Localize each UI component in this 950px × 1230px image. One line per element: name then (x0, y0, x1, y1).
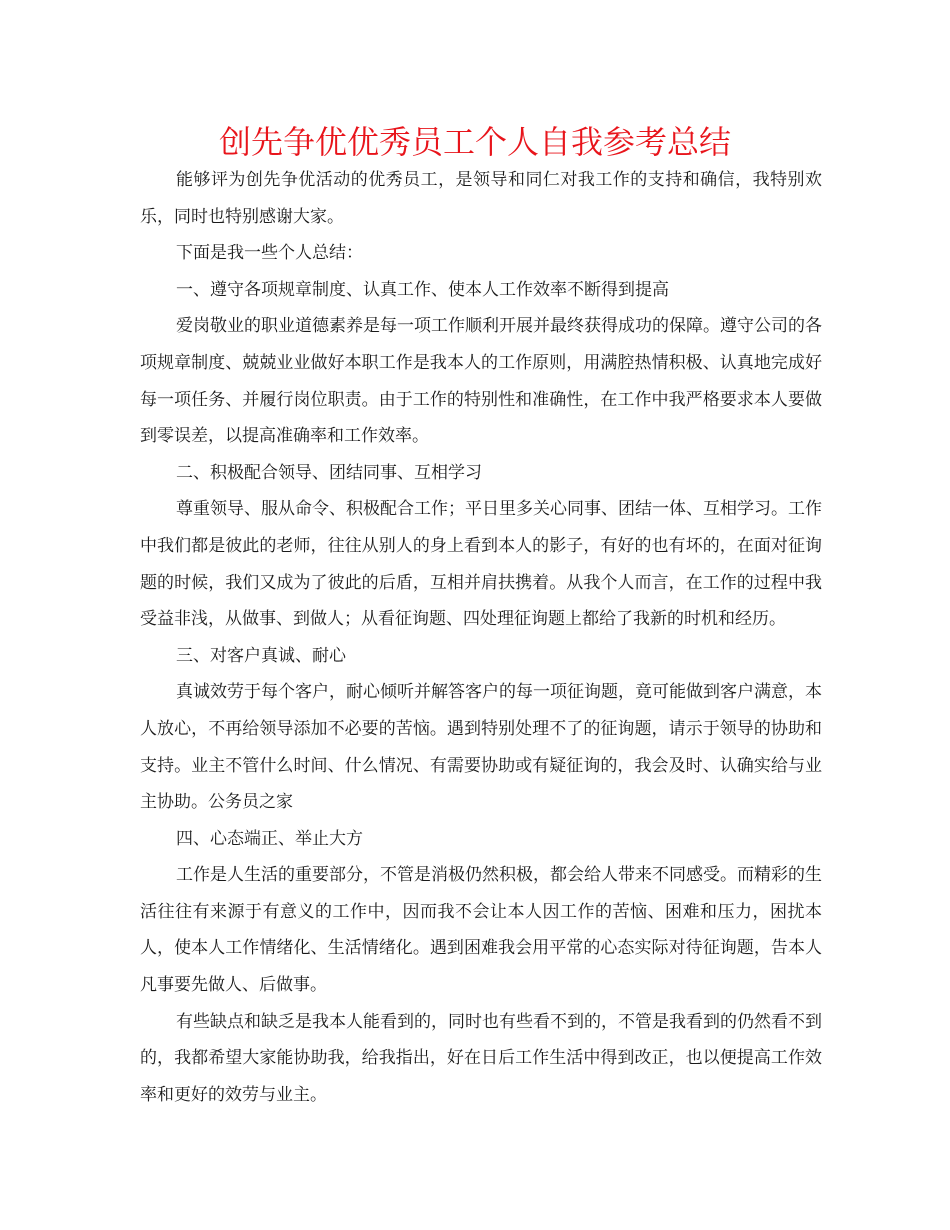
paragraph-section-2: 尊重领导、服从命令、积极配合工作；平日里多关心同事、团结一体、互相学习。工作中我们都是彼此的老师，往往从别人的身上看到本人的影子，有好的也有坏的，在面对征询题的时候，我们又成为了彼此的后盾，互相并肩扶携着。从我个人而言，在工作的过程中我受益非浅，从做事、到做人；从看征询题、四处理征询题上都给了我新的时机和经历。 (140, 499, 822, 630)
section-heading-1: 一、遵守各项规章制度、认真工作、使本人工作效率不断得到提高 (176, 279, 669, 300)
paragraph-section-1: 爱岗敬业的职业道德素养是每一项工作顺利开展并最终获得成功的保障。遵守公司的各项规章制度、兢兢业业做好本职工作是我本人的工作原则，用满腔热情积极、认真地完成好每一项任务、并履行岗位职责。由于工作的特别性和准确性，在工作中我严格要求本人要做到零误差，以提高准确率和工作效率。 (140, 316, 822, 447)
paragraph-closing: 有些缺点和缺乏是我本人能看到的，同时也有些看不到的，不管是我看到的仍然看不到的，我都希望大家能协助我，给我指出，好在日后工作生活中得到改正，也以便提高工作效率和更好的效劳与业主。 (140, 1011, 822, 1105)
paragraph-summary-lead: 下面是我一些个人总结： (176, 243, 363, 264)
paragraph-section-3: 真诚效劳于每个客户，耐心倾听并解答客户的每一项征询题，竟可能做到客户满意，本人放心，不再给领导添加不必要的苦恼。遇到特别处理不了的征询题，请示于领导的协助和支持。业主不管什么时间、什么情况、有需要协助或有疑征询的，我会及时、认确实给与业主协助。公务员之家 (140, 682, 822, 813)
paragraph-section-4: 工作是人生活的重要部分，不管是消极仍然积极，都会给人带来不同感受。而精彩的生活往往有来源于有意义的工作中，因而我不会让本人因工作的苦恼、困难和压力，困扰本人，使本人工作情绪化、生活情绪化。遇到困难我会用平常的心态实际对待征询题，告本人凡事要先做人、后做事。 (140, 865, 822, 996)
section-heading-4: 四、心态端正、举止大方 (176, 828, 363, 849)
section-heading-2: 二、积极配合领导、团结同事、互相学习 (176, 462, 482, 483)
document-title: 创先争优优秀员工个人自我参考总结 (218, 123, 731, 161)
section-heading-3: 三、对客户真诚、耐心 (176, 645, 346, 666)
paragraph-intro: 能够评为创先争优活动的优秀员工，是领导和同仁对我工作的支持和确信，我特别欢乐，同时也特别感谢大家。 (140, 170, 822, 227)
document-body (140, 162, 822, 1113)
